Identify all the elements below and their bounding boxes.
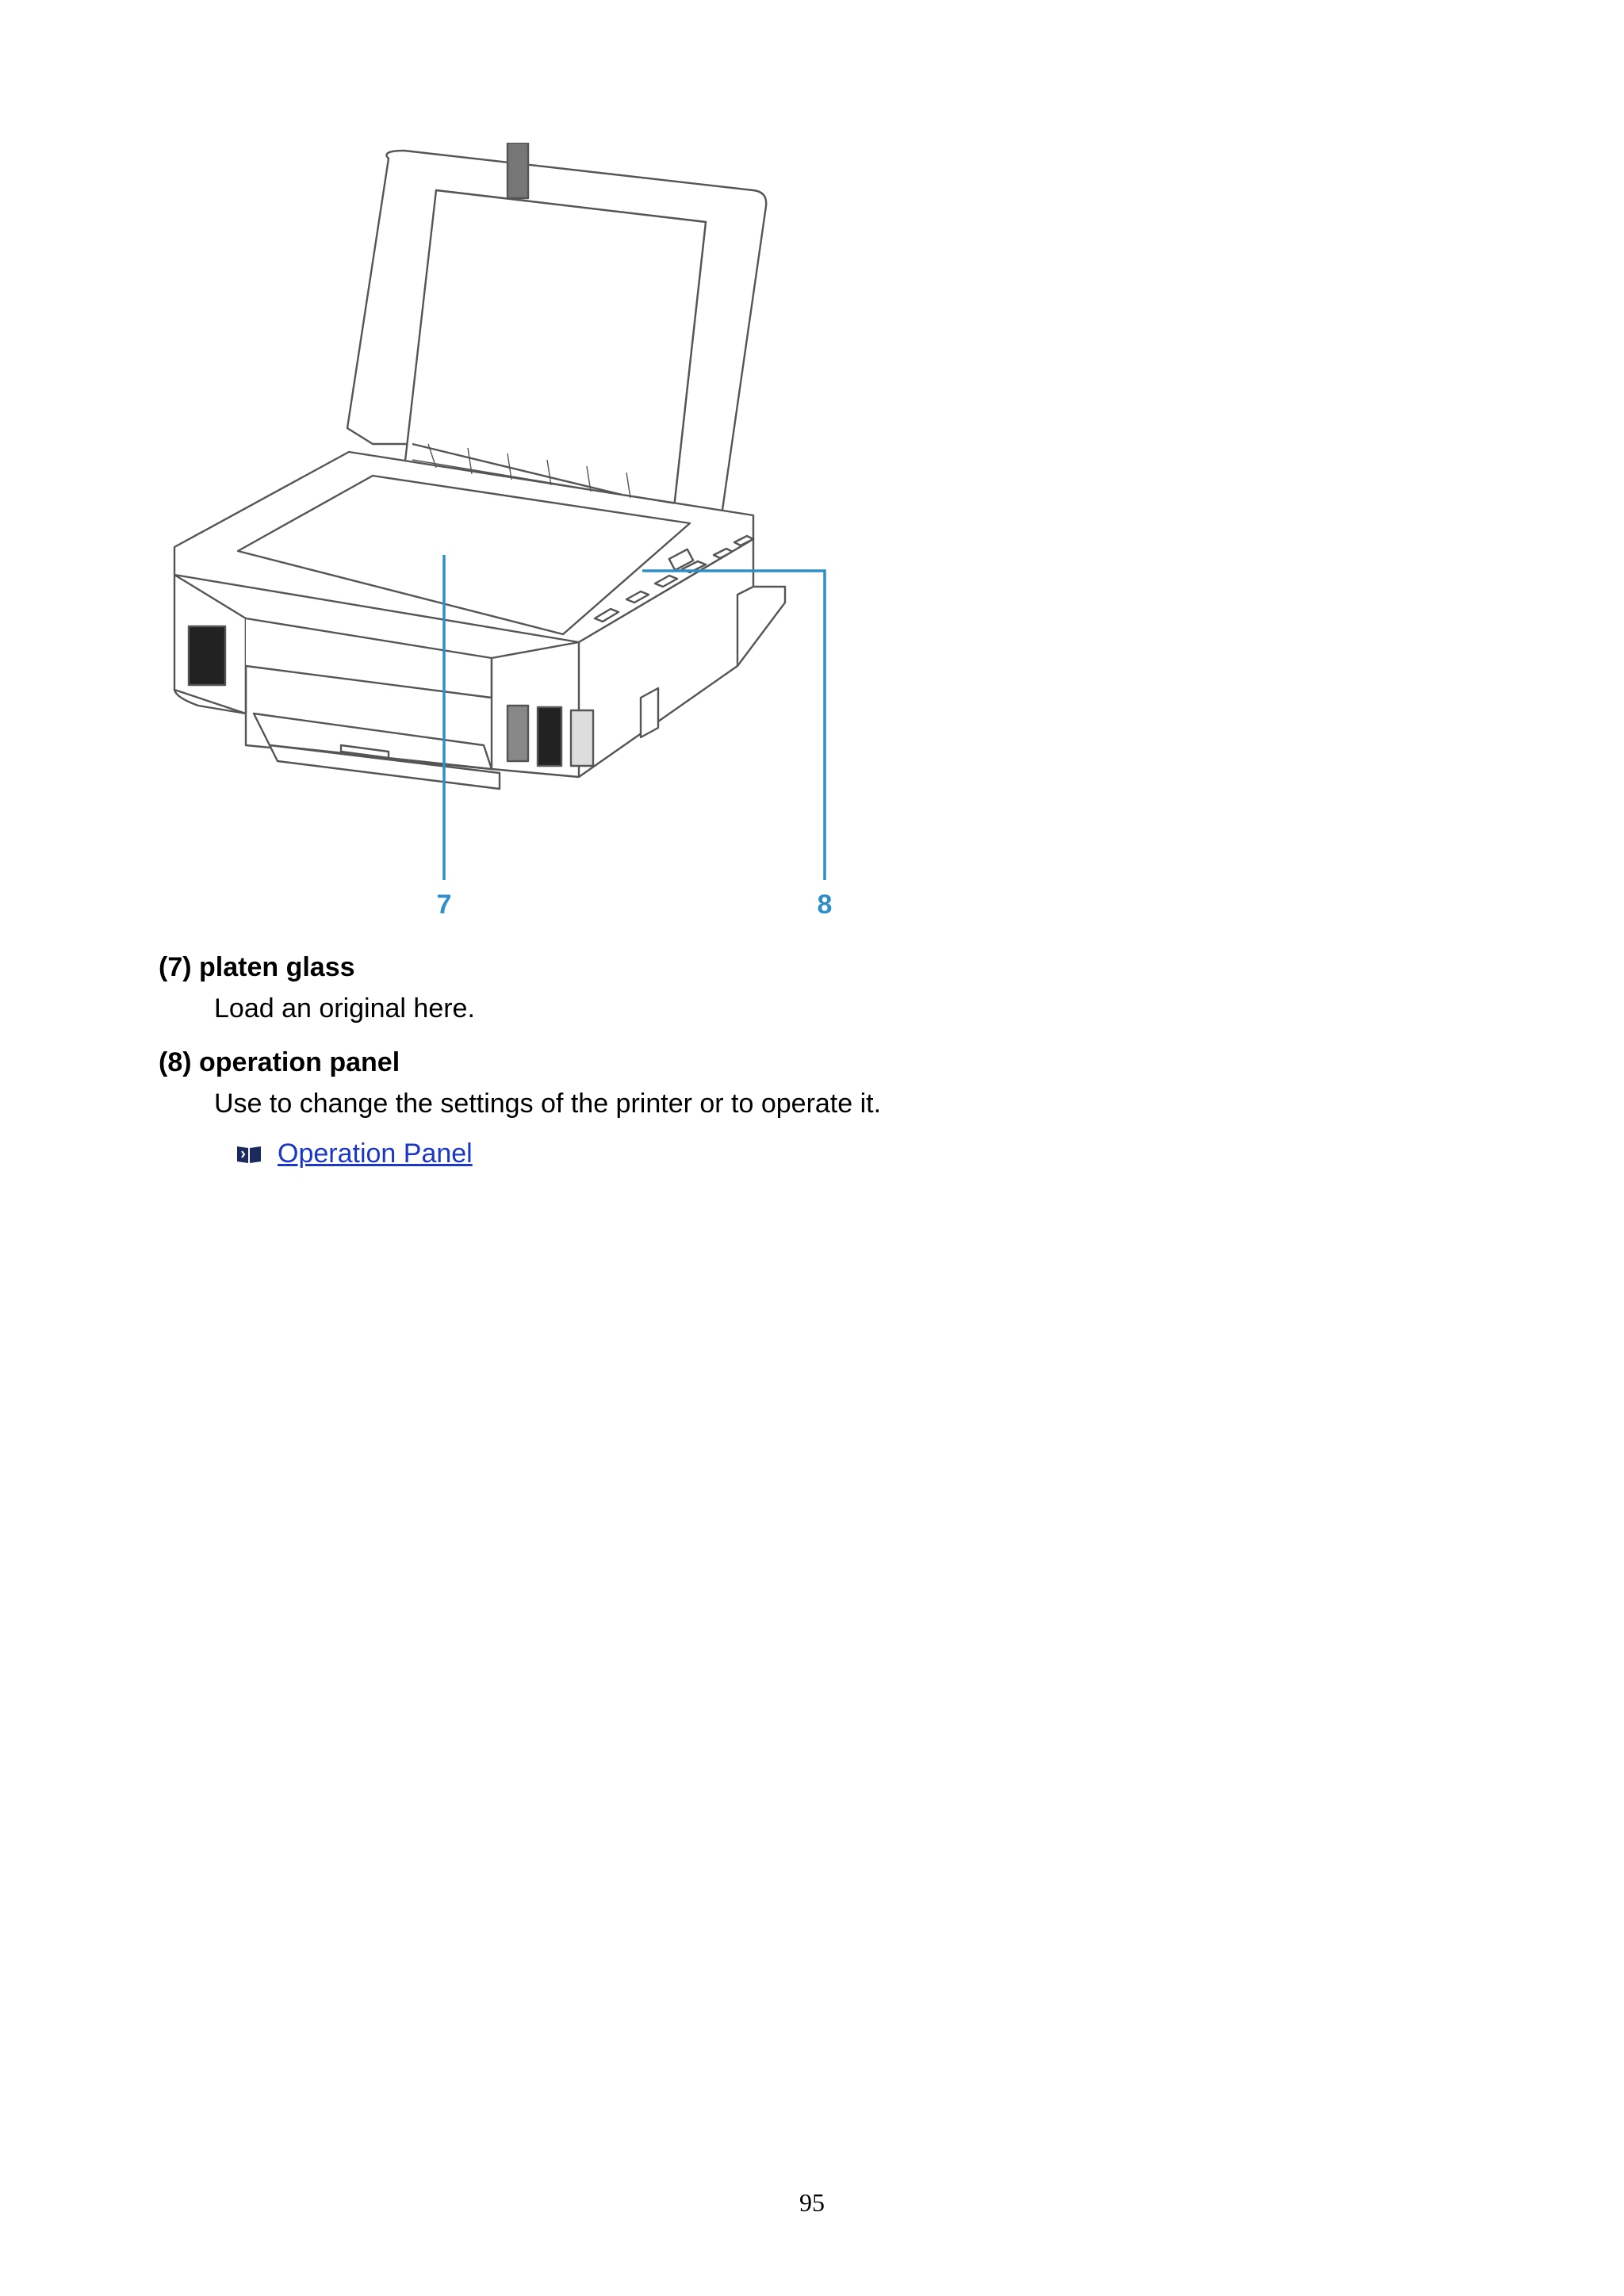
callout-7: 7	[436, 890, 452, 920]
page-number: 95	[799, 2188, 825, 2217]
operation-panel-link[interactable]: Operation Panel	[278, 1138, 473, 1169]
item-term: (7) platen glass	[159, 952, 355, 982]
book-icon	[236, 1145, 262, 1164]
printer-illustration	[151, 143, 848, 928]
printer-drawing	[151, 143, 848, 928]
related-link-row[interactable]	[236, 1138, 473, 1169]
item-description: Use to change the settings of the printer or to operate it.	[214, 1089, 882, 1119]
item-operation-panel	[159, 1047, 1427, 1119]
callout-8: 8	[817, 890, 833, 920]
item-platen-glass	[159, 951, 1427, 1024]
item-description: Load an original here.	[214, 993, 475, 1024]
item-term: (8) operation panel	[159, 1047, 400, 1077]
